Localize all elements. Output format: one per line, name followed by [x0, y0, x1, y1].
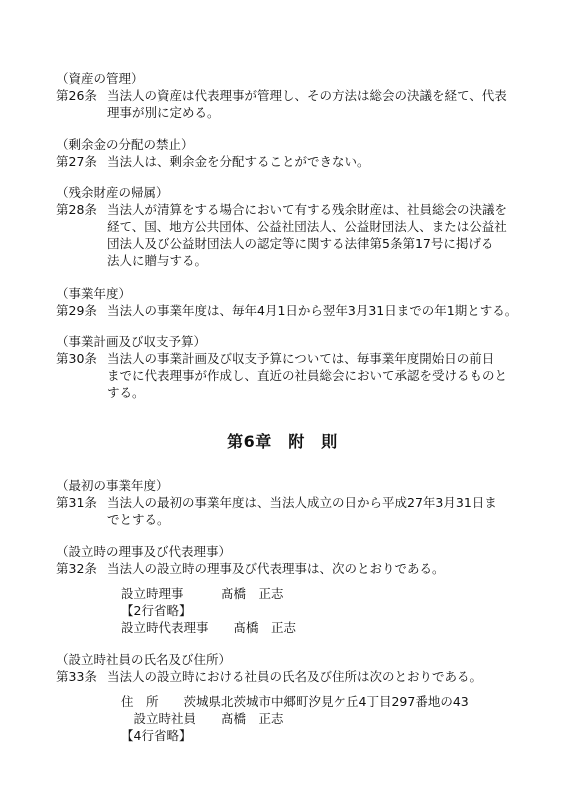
chapter-title: 第6章 附 則 [227, 432, 338, 451]
article-number-26: 第26条 [56, 88, 97, 103]
section-heading-founding-directors: （設立時の理事及び代表理事） [56, 544, 232, 559]
article-30-line-2: までに代表理事が作成し、直近の社員総会において承認を受けるものと [107, 368, 508, 383]
section-heading-fiscal-year: （事業年度） [56, 286, 132, 301]
section-heading-business-plan-budget: （事業計画及び収支予算） [56, 334, 207, 349]
article-30-line-1: 当法人の事業計画及び収支予算については、毎事業年度開始日の前日 [107, 351, 495, 366]
article-28-line-2: 経て、国、地方公共団体、公益社団法人、公益財団法人、または公益社 [107, 219, 507, 234]
omitted-lines-note-4: 【4行省略】 [121, 728, 192, 743]
article-28-line-4: 法人に贈与する。 [107, 253, 208, 268]
article-26-line-1: 当法人の資産は代表理事が管理し、その方法は総会の決議を経て、代表 [107, 88, 507, 103]
section-heading-founding-members: （設立時社員の氏名及び住所） [56, 652, 232, 667]
article-number-31: 第31条 [56, 495, 97, 510]
article-28-line-1: 当法人が清算をする場合において有する残余財産は、社員総会の決議を [107, 202, 508, 217]
founding-member-address: 住 所 茨城県北茨城市中郷町汐見ケ丘4丁目297番地の43 [121, 694, 469, 709]
article-29-line-1: 当法人の事業年度は、毎年4月1日から翌年3月31日までの年1期とする。 [107, 303, 518, 318]
article-number-29: 第29条 [56, 303, 97, 318]
founding-representative-director-entry: 設立時代表理事 髙橋 正志 [121, 620, 297, 635]
article-number-30: 第30条 [56, 351, 97, 366]
article-number-33: 第33条 [56, 669, 97, 684]
article-number-32: 第32条 [56, 561, 97, 576]
article-32-line-1: 当法人の設立時の理事及び代表理事は、次のとおりである。 [107, 561, 445, 576]
article-number-28: 第28条 [56, 202, 97, 217]
omitted-lines-note-2: 【2行省略】 [121, 603, 192, 618]
founding-member-name: 設立時社員 髙橋 正志 [121, 711, 284, 726]
article-26-line-2: 理事が別に定める。 [107, 105, 220, 120]
article-31-line-2: でとする。 [107, 512, 170, 527]
article-27-line-1: 当法人は、剰余金を分配することができない。 [107, 154, 370, 169]
article-30-line-3: する。 [107, 385, 145, 400]
article-33-line-1: 当法人の設立時における社員の氏名及び住所は次のとおりである。 [107, 669, 483, 684]
section-heading-asset-management: （資産の管理） [56, 71, 144, 86]
article-number-27: 第27条 [56, 154, 97, 169]
article-28-line-3: 団法人及び公益財団法人の認定等に関する法律第5条第17号に掲げる [107, 236, 494, 251]
founding-director-entry: 設立時理事 髙橋 正志 [121, 586, 284, 601]
section-heading-surplus-distribution: （剰余金の分配の禁止） [56, 137, 194, 152]
section-heading-first-fiscal-year: （最初の事業年度） [56, 478, 169, 493]
article-31-line-1: 当法人の最初の事業年度は、当法人成立の日から平成27年3月31日ま [107, 495, 497, 510]
section-heading-residual-assets: （残余財産の帰属） [56, 185, 169, 200]
